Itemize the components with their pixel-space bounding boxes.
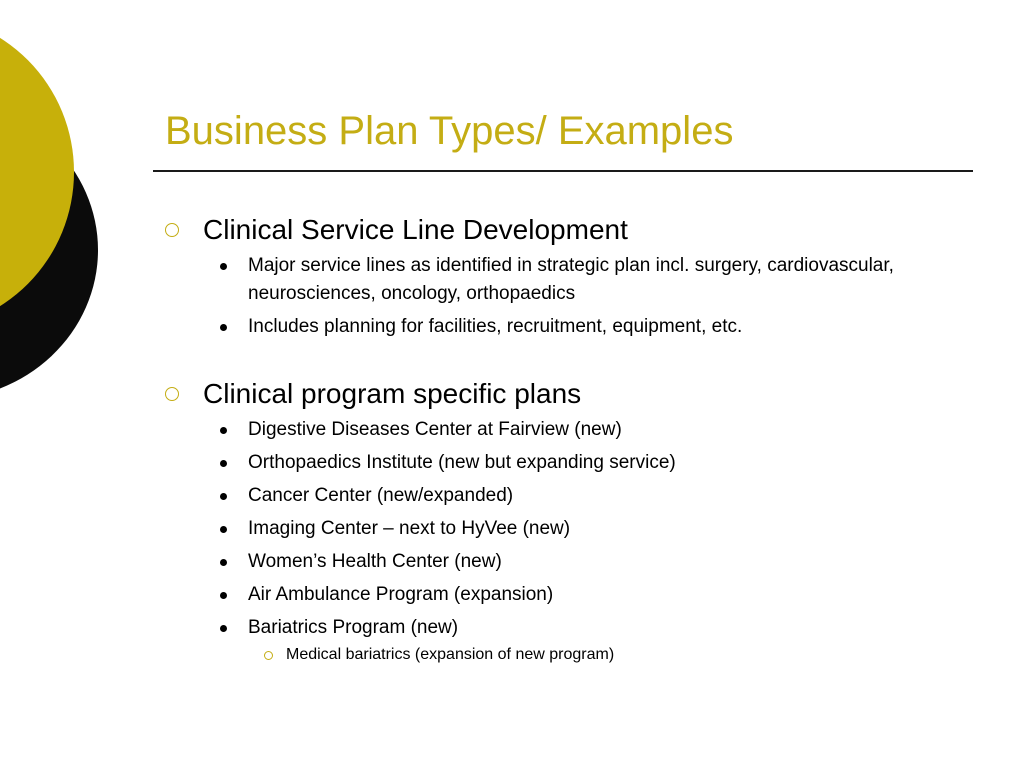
- sub-bullet-list: [264, 644, 1005, 666]
- bullet-dot-icon: [220, 324, 227, 331]
- bullet-dot-icon: [220, 493, 227, 500]
- slide-title: Business Plan Types/ Examples: [165, 109, 734, 153]
- list-item: [220, 482, 1005, 510]
- bullet-dot-icon: [220, 460, 227, 467]
- bullet-list: [220, 252, 1005, 341]
- list-item: [220, 515, 1005, 543]
- list-item-text: Imaging Center – next to HyVee (new): [248, 518, 571, 539]
- bullet-list: [220, 416, 1005, 666]
- title-divider: [153, 170, 973, 172]
- list-item: [220, 313, 1005, 341]
- bullet-dot-icon: [220, 559, 227, 566]
- list-item-text: Includes planning for facilities, recruitment, equipment, etc.: [248, 316, 743, 337]
- slide-content: [165, 212, 1005, 666]
- bullet-dot-icon: [220, 263, 227, 270]
- list-item-text: Air Ambulance Program (expansion): [248, 584, 554, 605]
- list-item-text: Digestive Diseases Center at Fairview (new): [248, 419, 622, 440]
- list-item: [220, 449, 1005, 477]
- bullet-dot-icon: [220, 427, 227, 434]
- bullet-dot-icon: [220, 592, 227, 599]
- list-item: [220, 614, 1005, 642]
- section-heading-text: Clinical program specific plans: [203, 378, 582, 409]
- list-item-text: Orthopaedics Institute (new but expanding service): [248, 452, 676, 473]
- hollow-circle-bullet-icon: [165, 223, 179, 237]
- list-item-text: Major service lines as identified in strategic plan incl. surgery, cardiovascular, neurosciences, oncology, orthopaedics: [248, 255, 894, 304]
- list-item: [220, 252, 1005, 308]
- list-item-text: Cancer Center (new/expanded): [248, 485, 514, 506]
- section-heading: [165, 376, 1005, 412]
- bullet-dot-icon: [220, 625, 227, 632]
- list-item: [220, 548, 1005, 576]
- list-item: [220, 416, 1005, 444]
- hollow-circle-bullet-icon: [264, 651, 273, 660]
- list-item-text: Bariatrics Program (new): [248, 617, 459, 638]
- sub-list-item: [264, 644, 1005, 666]
- section-heading: [165, 212, 1005, 248]
- section-heading-text: Clinical Service Line Development: [203, 214, 628, 245]
- hollow-circle-bullet-icon: [165, 387, 179, 401]
- sub-list-item-text: Medical bariatrics (expansion of new program): [286, 646, 615, 663]
- list-item-text: Women’s Health Center (new): [248, 551, 502, 572]
- list-item: [220, 581, 1005, 609]
- bullet-dot-icon: [220, 526, 227, 533]
